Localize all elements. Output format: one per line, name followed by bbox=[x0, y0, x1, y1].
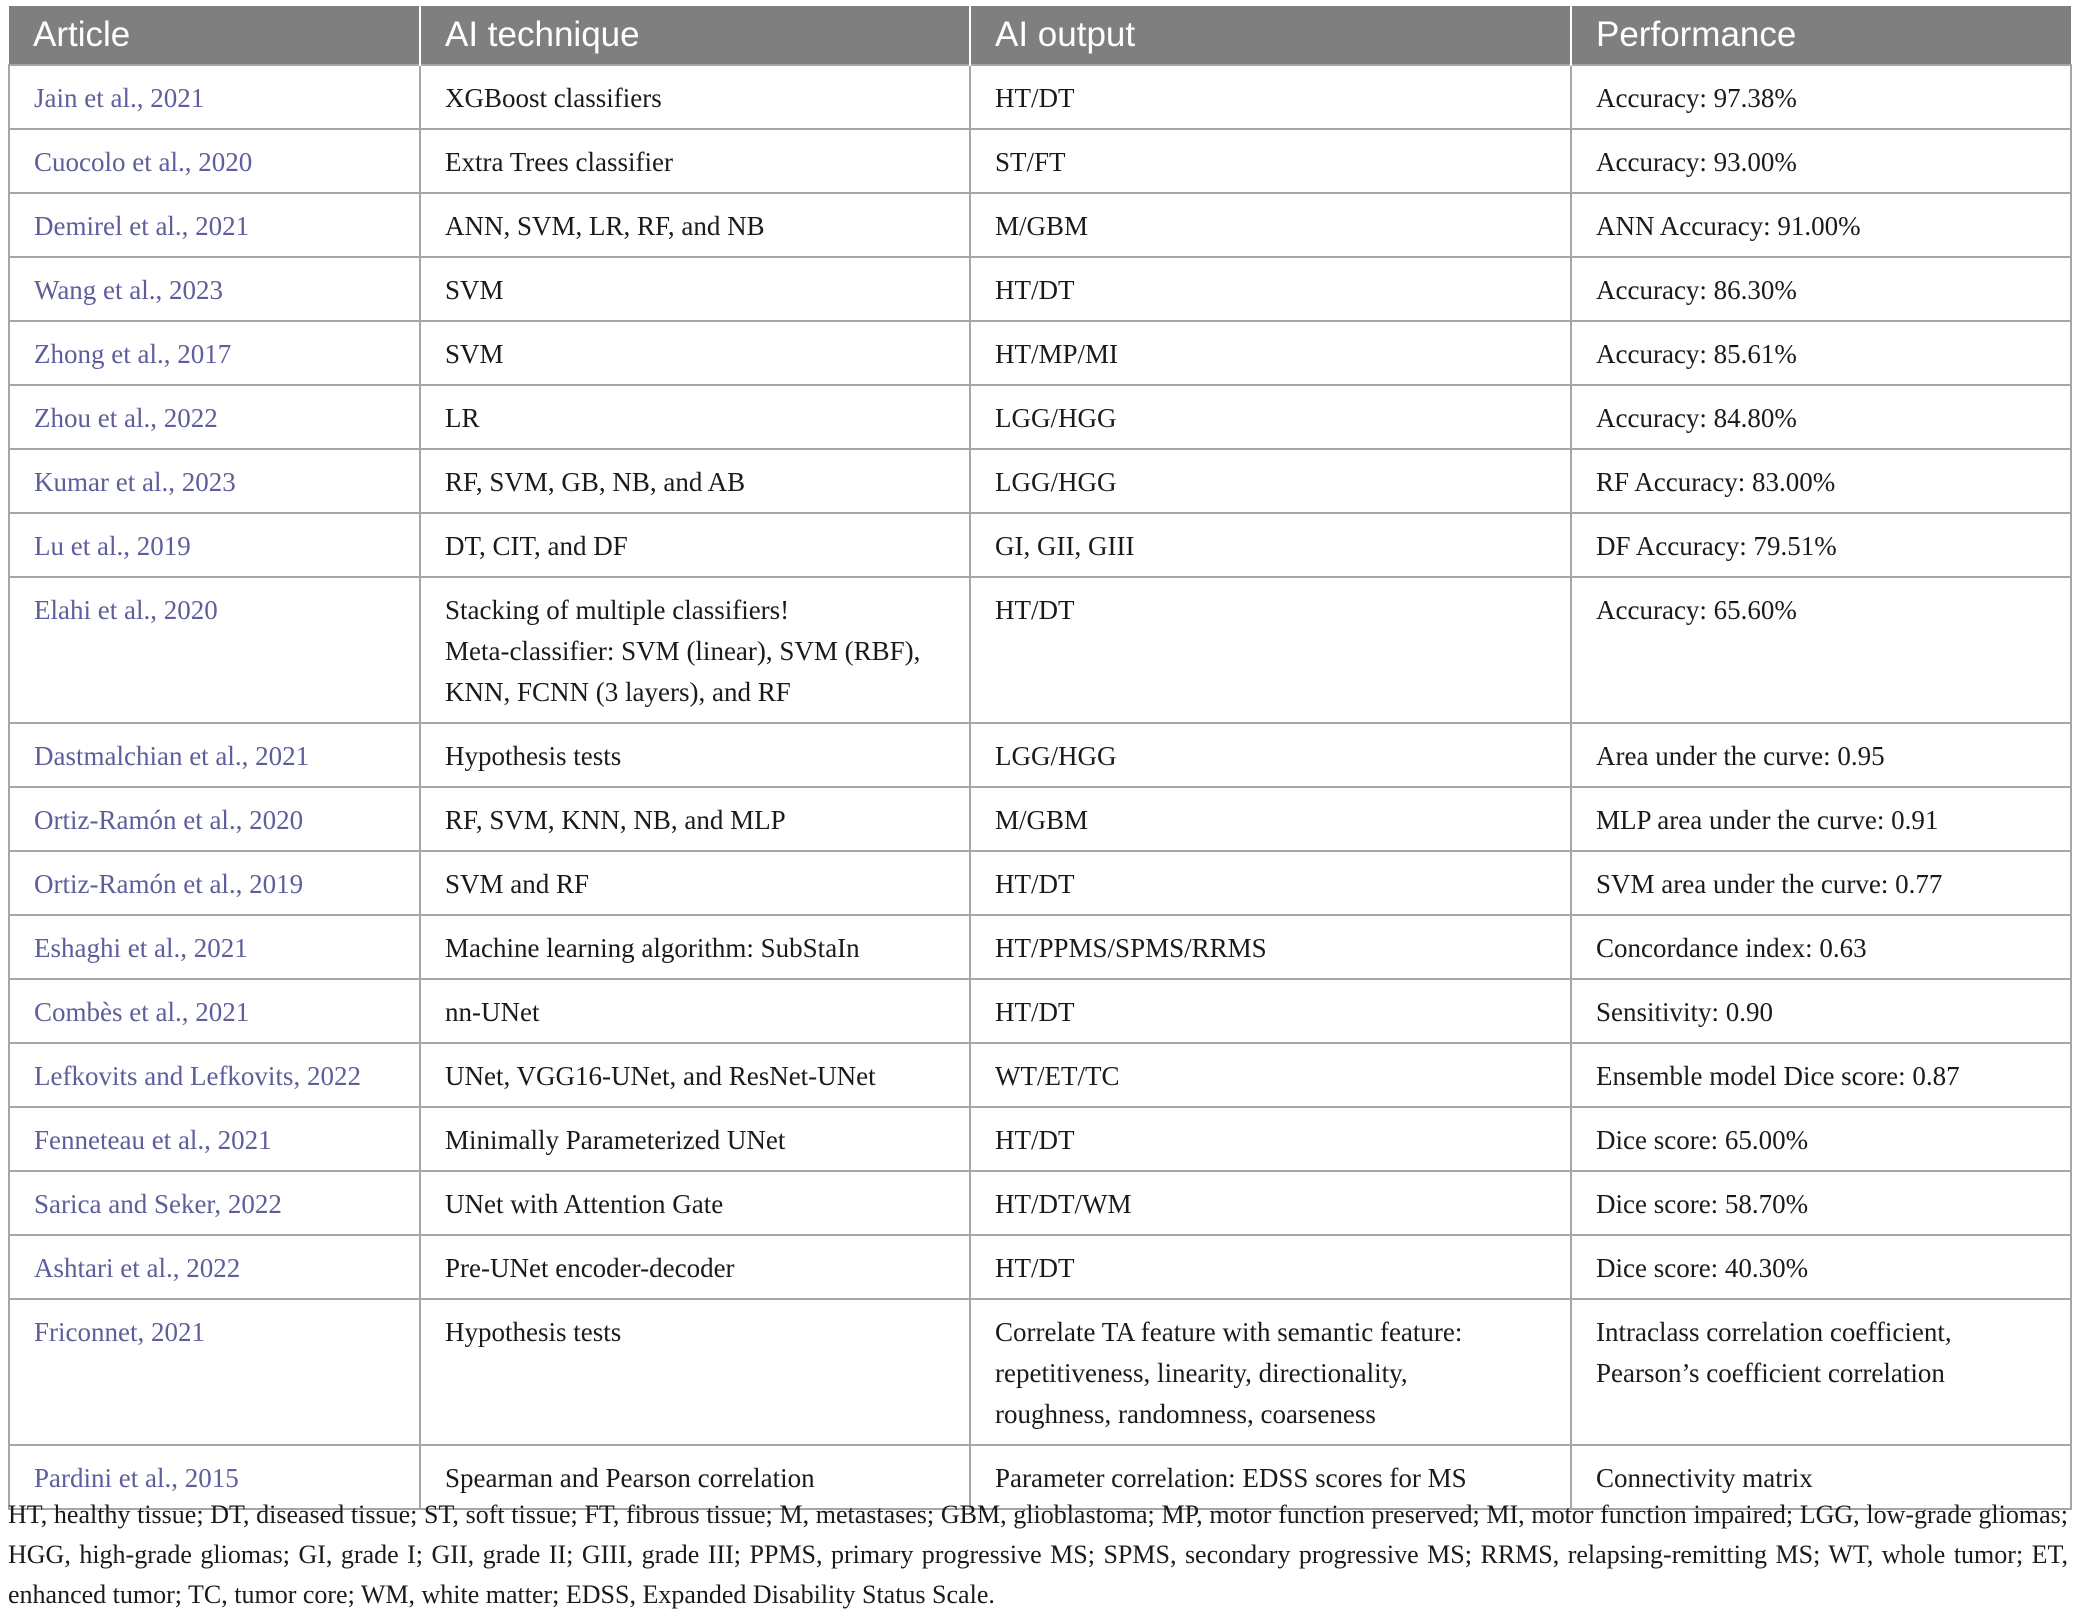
ai-output-cell-line: HT/DT bbox=[995, 869, 1075, 899]
ai-technique-cell bbox=[420, 787, 970, 851]
performance-cell-line: Area under the curve: 0.95 bbox=[1596, 741, 1885, 771]
performance-cell-line: Accuracy: 93.00% bbox=[1596, 147, 1797, 177]
performance-cell-line: RF Accuracy: 83.00% bbox=[1596, 467, 1836, 497]
ai-output-cell-line: LGG/HGG bbox=[995, 467, 1117, 497]
table-row bbox=[9, 65, 2071, 129]
performance-cell bbox=[1571, 385, 2071, 449]
article-cell[interactable]: Kumar et al., 2023 bbox=[9, 449, 420, 513]
table-row bbox=[9, 129, 2071, 193]
performance-cell-line: ANN Accuracy: 91.00% bbox=[1596, 211, 1861, 241]
ai-technique-cell-line: Machine learning algorithm: SubStaIn bbox=[445, 933, 860, 963]
ai-technique-cell-line: Extra Trees classifier bbox=[445, 147, 673, 177]
ai-output-cell bbox=[970, 385, 1571, 449]
performance-cell-line: DF Accuracy: 79.51% bbox=[1596, 531, 1837, 561]
ai-output-cell bbox=[970, 193, 1571, 257]
ai-technique-cell bbox=[420, 577, 970, 723]
ai-technique-cell-line: RF, SVM, GB, NB, and AB bbox=[445, 467, 746, 497]
ai-technique-cell-line: SVM bbox=[445, 275, 504, 305]
performance-cell bbox=[1571, 787, 2071, 851]
ai-output-cell-line: repetitiveness, linearity, directionality, bbox=[995, 1358, 1408, 1388]
ai-technique-cell bbox=[420, 65, 970, 129]
ai-output-cell bbox=[970, 1235, 1571, 1299]
article-cell[interactable]: Eshaghi et al., 2021 bbox=[9, 915, 420, 979]
article-cell[interactable]: Elahi et al., 2020 bbox=[9, 577, 420, 723]
ai-output-cell bbox=[970, 1299, 1571, 1445]
ai-technique-cell-line: Hypothesis tests bbox=[445, 741, 622, 771]
performance-cell-line: Dice score: 40.30% bbox=[1596, 1253, 1809, 1283]
ai-output-cell bbox=[970, 979, 1571, 1043]
table-header-row bbox=[9, 6, 2071, 65]
table-row bbox=[9, 1299, 2071, 1445]
table-body bbox=[9, 65, 2071, 1509]
performance-cell-line: Accuracy: 85.61% bbox=[1596, 339, 1797, 369]
ai-technique-cell bbox=[420, 1171, 970, 1235]
ai-technique-cell bbox=[420, 915, 970, 979]
ai-technique-cell bbox=[420, 851, 970, 915]
performance-cell bbox=[1571, 513, 2071, 577]
article-cell[interactable]: Cuocolo et al., 2020 bbox=[9, 129, 420, 193]
ai-output-cell-line: HT/PPMS/SPMS/RRMS bbox=[995, 933, 1267, 963]
ai-technique-cell-line: Pre-UNet encoder-decoder bbox=[445, 1253, 735, 1283]
ai-output-cell bbox=[970, 1043, 1571, 1107]
performance-cell bbox=[1571, 1299, 2071, 1445]
ai-technique-cell-line: Minimally Parameterized UNet bbox=[445, 1125, 786, 1155]
article-cell[interactable]: Demirel et al., 2021 bbox=[9, 193, 420, 257]
performance-cell-line: Accuracy: 65.60% bbox=[1596, 595, 1797, 625]
table-row bbox=[9, 513, 2071, 577]
ai-technique-cell bbox=[420, 1043, 970, 1107]
table-row bbox=[9, 193, 2071, 257]
ai-technique-cell-line: Stacking of multiple classifiers! bbox=[445, 595, 790, 625]
ai-output-cell-line: M/GBM bbox=[995, 211, 1089, 241]
ai-output-cell-line: Parameter correlation: EDSS scores for MS bbox=[995, 1463, 1467, 1493]
ai-technique-cell bbox=[420, 723, 970, 787]
performance-cell bbox=[1571, 915, 2071, 979]
ai-output-cell bbox=[970, 65, 1571, 129]
performance-cell-line: Dice score: 58.70% bbox=[1596, 1189, 1809, 1219]
performance-cell bbox=[1571, 193, 2071, 257]
performance-cell-line: Concordance index: 0.63 bbox=[1596, 933, 1867, 963]
ai-technique-cell-line: LR bbox=[445, 403, 480, 433]
table-row bbox=[9, 257, 2071, 321]
table-footnote: HT, healthy tissue; DT, diseased tissue; ST, soft tissue; FT, fibrous tissue; M, metastases; GBM, glioblastoma; MP, motor function preserved; MI, motor function impaired; LGG, low-grade gliomas; HGG, high-grade gliomas; GI, grade I; GII, grade II; GIII, grade III; PPMS, primary progressive MS; SPMS, secondary progressive MS; RRMS, relapsing-remitting MS; WT, whole tumor; ET, enhanced tumor; TC, tumor core; WM, white matter; EDSS, Expanded Disability Status Scale. bbox=[8, 1500, 2068, 1609]
ai-technique-cell-line: SVM bbox=[445, 339, 504, 369]
performance-cell bbox=[1571, 1235, 2071, 1299]
ai-output-cell-line: Correlate TA feature with semantic feature: bbox=[995, 1317, 1463, 1347]
performance-cell-line: Sensitivity: 0.90 bbox=[1596, 997, 1774, 1027]
ai-output-cell bbox=[970, 1107, 1571, 1171]
ai-output-cell-line: HT/DT bbox=[995, 595, 1075, 625]
performance-cell-line: Accuracy: 84.80% bbox=[1596, 403, 1797, 433]
ai-technique-cell bbox=[420, 449, 970, 513]
table-row bbox=[9, 915, 2071, 979]
performance-cell bbox=[1571, 979, 2071, 1043]
table-row bbox=[9, 723, 2071, 787]
ai-output-cell-line: LGG/HGG bbox=[995, 741, 1117, 771]
ai-technique-cell-line: RF, SVM, KNN, NB, and MLP bbox=[445, 805, 786, 835]
article-cell[interactable]: Zhou et al., 2022 bbox=[9, 385, 420, 449]
ai-output-cell-line: M/GBM bbox=[995, 805, 1089, 835]
column-header-article: Article bbox=[9, 6, 420, 65]
performance-cell bbox=[1571, 1171, 2071, 1235]
table-row bbox=[9, 787, 2071, 851]
ai-technique-cell bbox=[420, 257, 970, 321]
article-cell[interactable]: Jain et al., 2021 bbox=[9, 65, 420, 129]
table-row bbox=[9, 1235, 2071, 1299]
ai-technique-cell bbox=[420, 193, 970, 257]
ai-output-cell-line: GI, GII, GIII bbox=[995, 531, 1135, 561]
ai-output-cell bbox=[970, 915, 1571, 979]
article-cell[interactable]: Lu et al., 2019 bbox=[9, 513, 420, 577]
article-cell[interactable]: Ashtari et al., 2022 bbox=[9, 1235, 420, 1299]
ai-output-cell-line: ST/FT bbox=[995, 147, 1066, 177]
ai-output-cell-line: LGG/HGG bbox=[995, 403, 1117, 433]
ai-technique-cell bbox=[420, 513, 970, 577]
ai-output-cell-line: HT/DT/WM bbox=[995, 1189, 1132, 1219]
ai-technique-cell-line: DT, CIT, and DF bbox=[445, 531, 628, 561]
performance-cell-line: Accuracy: 97.38% bbox=[1596, 83, 1797, 113]
article-cell[interactable]: Pardini et al., 2015 bbox=[9, 1445, 420, 1509]
ai-output-cell-line: HT/DT bbox=[995, 83, 1075, 113]
article-cell[interactable]: Ortiz-Ramón et al., 2019 bbox=[9, 851, 420, 915]
ai-technique-cell bbox=[420, 1107, 970, 1171]
article-cell[interactable]: Sarica and Seker, 2022 bbox=[9, 1171, 420, 1235]
performance-cell bbox=[1571, 1043, 2071, 1107]
article-cell[interactable]: Lefkovits and Lefkovits, 2022 bbox=[9, 1043, 420, 1107]
performance-cell bbox=[1571, 577, 2071, 723]
ai-technique-cell bbox=[420, 979, 970, 1043]
article-cell[interactable]: Zhong et al., 2017 bbox=[9, 321, 420, 385]
ai-technique-cell bbox=[420, 1299, 970, 1445]
column-header-ai-output: AI output bbox=[970, 6, 1571, 65]
ai-output-cell bbox=[970, 321, 1571, 385]
ai-output-cell-line: HT/DT bbox=[995, 997, 1075, 1027]
performance-cell bbox=[1571, 449, 2071, 513]
ai-output-cell bbox=[970, 787, 1571, 851]
ai-output-cell bbox=[970, 513, 1571, 577]
ai-output-cell bbox=[970, 577, 1571, 723]
ai-technique-cell-line: Spearman and Pearson correlation bbox=[445, 1463, 815, 1493]
ai-output-cell-line: HT/MP/MI bbox=[995, 339, 1119, 369]
ai-output-cell-line: HT/DT bbox=[995, 1125, 1075, 1155]
table-row bbox=[9, 577, 2071, 723]
ai-output-cell-line: WT/ET/TC bbox=[995, 1061, 1120, 1091]
ai-technique-cell-line: ANN, SVM, LR, RF, and NB bbox=[445, 211, 765, 241]
table-row bbox=[9, 385, 2071, 449]
table-row bbox=[9, 1043, 2071, 1107]
ai-technique-cell-line: KNN, FCNN (3 layers), and RF bbox=[445, 677, 791, 707]
table-container bbox=[8, 6, 2070, 1510]
performance-cell bbox=[1571, 129, 2071, 193]
performance-cell-line: Connectivity matrix bbox=[1596, 1463, 1813, 1493]
performance-cell-line: Pearson’s coefficient correlation bbox=[1596, 1358, 1945, 1388]
ai-technique-cell bbox=[420, 1235, 970, 1299]
ai-technique-cell-line: Hypothesis tests bbox=[445, 1317, 622, 1347]
performance-cell-line: Intraclass correlation coefficient, bbox=[1596, 1317, 1952, 1347]
ai-output-cell-line: roughness, randomness, coarseness bbox=[995, 1399, 1376, 1429]
performance-cell-line: Ensemble model Dice score: 0.87 bbox=[1596, 1061, 1960, 1091]
performance-cell bbox=[1571, 321, 2071, 385]
table-row bbox=[9, 449, 2071, 513]
table-row bbox=[9, 321, 2071, 385]
table-row bbox=[9, 1107, 2071, 1171]
ai-technique-cell bbox=[420, 129, 970, 193]
performance-cell-line: Accuracy: 86.30% bbox=[1596, 275, 1797, 305]
ai-technique-cell bbox=[420, 385, 970, 449]
article-cell[interactable]: Combès et al., 2021 bbox=[9, 979, 420, 1043]
article-cell[interactable]: Dastmalchian et al., 2021 bbox=[9, 723, 420, 787]
ai-technique-cell-line: Meta-classifier: SVM (linear), SVM (RBF), bbox=[445, 636, 921, 666]
column-header-ai-technique: AI technique bbox=[420, 6, 970, 65]
performance-cell bbox=[1571, 257, 2071, 321]
table-row bbox=[9, 979, 2071, 1043]
performance-cell-line: MLP area under the curve: 0.91 bbox=[1596, 805, 1939, 835]
ai-output-cell-line: HT/DT bbox=[995, 1253, 1075, 1283]
article-cell[interactable]: Friconnet, 2021 bbox=[9, 1299, 420, 1445]
performance-cell bbox=[1571, 723, 2071, 787]
ai-output-cell bbox=[970, 257, 1571, 321]
performance-cell bbox=[1571, 851, 2071, 915]
ai-technique-cell-line: UNet, VGG16-UNet, and ResNet-UNet bbox=[445, 1061, 876, 1091]
article-cell[interactable]: Ortiz-Ramón et al., 2020 bbox=[9, 787, 420, 851]
table-row bbox=[9, 851, 2071, 915]
table-row bbox=[9, 1171, 2071, 1235]
ai-technique-cell bbox=[420, 321, 970, 385]
ai-output-cell bbox=[970, 129, 1571, 193]
results-table bbox=[8, 6, 2072, 1510]
performance-cell bbox=[1571, 65, 2071, 129]
ai-output-cell bbox=[970, 449, 1571, 513]
ai-output-cell bbox=[970, 723, 1571, 787]
ai-output-cell bbox=[970, 851, 1571, 915]
ai-technique-cell-line: nn-UNet bbox=[445, 997, 540, 1027]
column-header-performance: Performance bbox=[1571, 6, 2071, 65]
performance-cell-line: SVM area under the curve: 0.77 bbox=[1596, 869, 1943, 899]
performance-cell bbox=[1571, 1107, 2071, 1171]
ai-output-cell bbox=[970, 1171, 1571, 1235]
article-cell[interactable]: Wang et al., 2023 bbox=[9, 257, 420, 321]
performance-cell-line: Dice score: 65.00% bbox=[1596, 1125, 1809, 1155]
ai-technique-cell-line: XGBoost classifiers bbox=[445, 83, 662, 113]
ai-output-cell-line: HT/DT bbox=[995, 275, 1075, 305]
ai-technique-cell-line: UNet with Attention Gate bbox=[445, 1189, 724, 1219]
ai-technique-cell-line: SVM and RF bbox=[445, 869, 590, 899]
article-cell[interactable]: Fenneteau et al., 2021 bbox=[9, 1107, 420, 1171]
